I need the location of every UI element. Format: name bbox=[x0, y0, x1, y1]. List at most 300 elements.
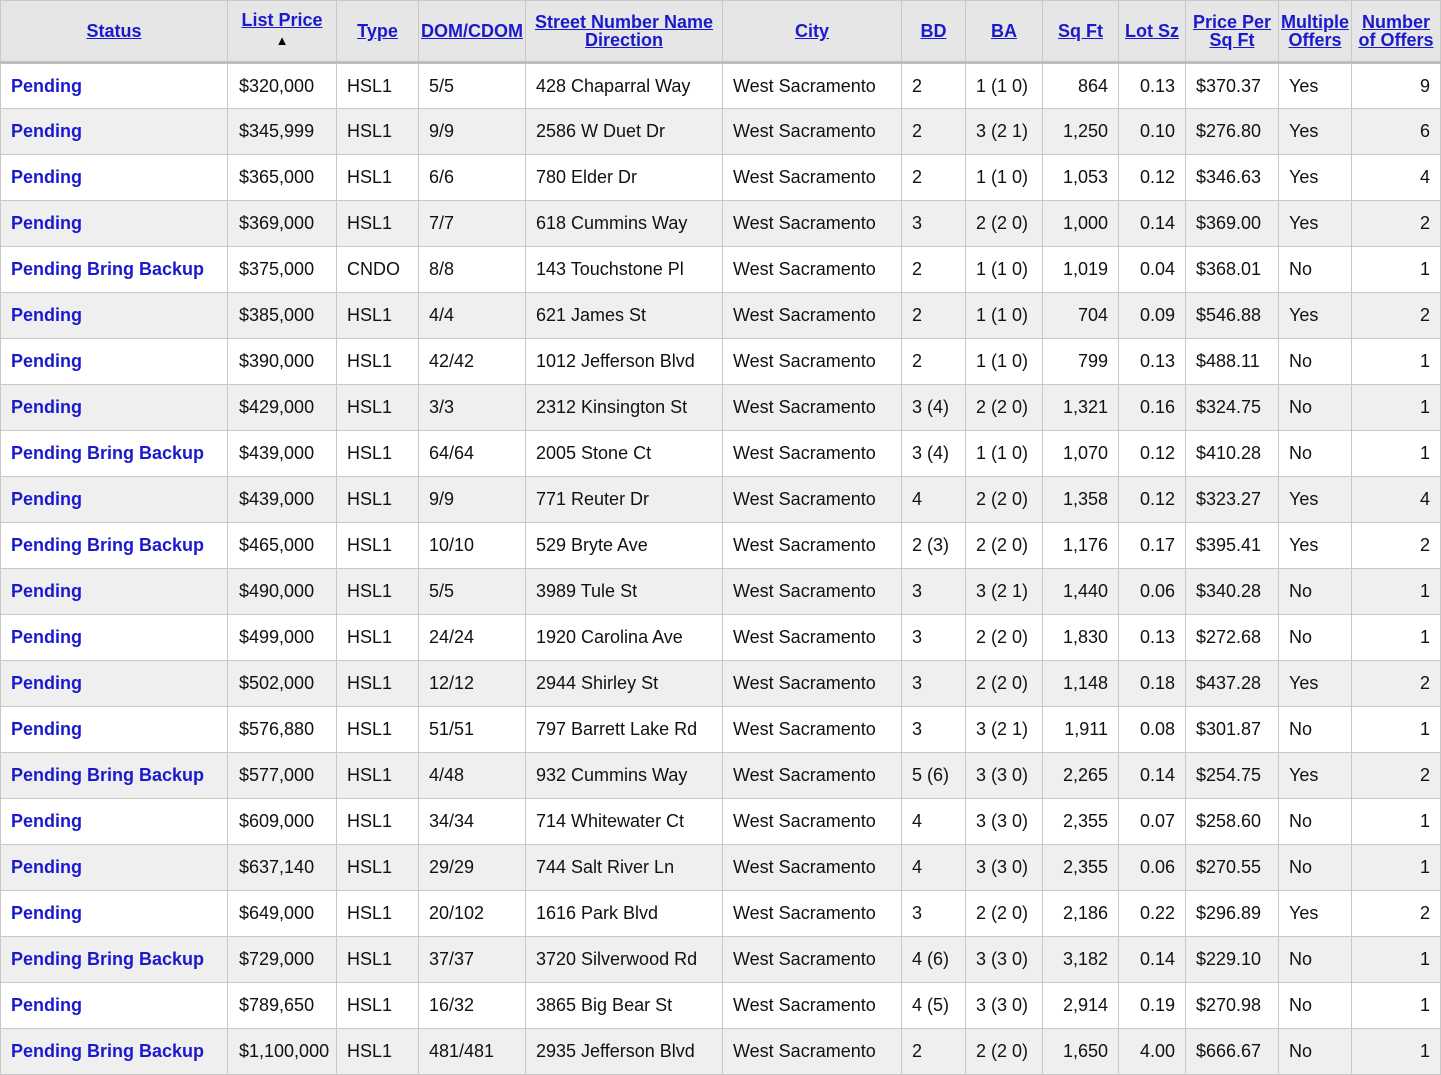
cell-number-of-offers: 2 bbox=[1352, 201, 1441, 247]
header-list-price bbox=[228, 1, 337, 63]
cell-lot-size: 0.14 bbox=[1119, 937, 1186, 983]
cell-number-of-offers: 9 bbox=[1352, 63, 1441, 109]
status-link[interactable]: Pending Bring Backup bbox=[11, 765, 205, 785]
cell-number-of-offers: 2 bbox=[1352, 523, 1441, 569]
cell-lot-size: 0.06 bbox=[1119, 569, 1186, 615]
cell-list-price: $439,000 bbox=[228, 431, 337, 477]
header-dom-cdom bbox=[419, 1, 526, 63]
cell-list-price: $465,000 bbox=[228, 523, 337, 569]
cell-bd: 2 (3) bbox=[902, 523, 966, 569]
cell-type: HSL1 bbox=[337, 109, 419, 155]
cell-ba: 1 (1 0) bbox=[966, 293, 1043, 339]
cell-price-per-sqft: $346.63 bbox=[1186, 155, 1279, 201]
table-row bbox=[1, 385, 1441, 431]
cell-list-price: $439,000 bbox=[228, 477, 337, 523]
cell-city: West Sacramento bbox=[723, 1029, 902, 1075]
cell-sqft: 1,148 bbox=[1043, 661, 1119, 707]
status-link[interactable]: Pending bbox=[11, 75, 82, 96]
cell-price-per-sqft: $395.41 bbox=[1186, 523, 1279, 569]
cell-status bbox=[1, 661, 228, 707]
cell-bd: 3 bbox=[902, 891, 966, 937]
cell-dom-cdom: 24/24 bbox=[419, 615, 526, 661]
cell-dom-cdom: 51/51 bbox=[419, 707, 526, 753]
cell-status bbox=[1, 431, 228, 477]
cell-type: HSL1 bbox=[337, 431, 419, 477]
sort-list-price-link[interactable]: List Price bbox=[241, 10, 323, 30]
cell-list-price: $429,000 bbox=[228, 385, 337, 431]
cell-list-price: $729,000 bbox=[228, 937, 337, 983]
cell-dom-cdom: 16/32 bbox=[419, 983, 526, 1029]
table-row bbox=[1, 983, 1441, 1029]
cell-status bbox=[1, 753, 228, 799]
cell-multiple-offers: No bbox=[1279, 799, 1352, 845]
cell-ba: 3 (3 0) bbox=[966, 937, 1043, 983]
cell-type: CNDO bbox=[337, 247, 419, 293]
sort-status-link[interactable]: Status bbox=[86, 21, 142, 41]
sort-type-link[interactable]: Type bbox=[357, 21, 398, 41]
cell-city: West Sacramento bbox=[723, 983, 902, 1029]
table-row bbox=[1, 615, 1441, 661]
cell-lot-size: 0.14 bbox=[1119, 201, 1186, 247]
cell-sqft: 704 bbox=[1043, 293, 1119, 339]
cell-multiple-offers: Yes bbox=[1279, 523, 1352, 569]
cell-sqft: 2,355 bbox=[1043, 845, 1119, 891]
status-link[interactable]: Pending Bring Backup bbox=[11, 443, 205, 463]
listings-body bbox=[1, 63, 1441, 1075]
cell-multiple-offers: Yes bbox=[1279, 201, 1352, 247]
cell-sqft: 1,070 bbox=[1043, 431, 1119, 477]
cell-ba: 1 (1 0) bbox=[966, 155, 1043, 201]
cell-multiple-offers: Yes bbox=[1279, 63, 1352, 109]
cell-list-price: $576,880 bbox=[228, 707, 337, 753]
cell-bd: 4 (6) bbox=[902, 937, 966, 983]
cell-status bbox=[1, 201, 228, 247]
cell-number-of-offers: 1 bbox=[1352, 569, 1441, 615]
sort-street-link[interactable]: Street Number Name Direction bbox=[534, 12, 714, 50]
cell-street: 797 Barrett Lake Rd bbox=[526, 707, 723, 753]
cell-list-price: $637,140 bbox=[228, 845, 337, 891]
cell-price-per-sqft: $410.28 bbox=[1186, 431, 1279, 477]
cell-status bbox=[1, 477, 228, 523]
cell-type: HSL1 bbox=[337, 615, 419, 661]
cell-lot-size: 0.06 bbox=[1119, 845, 1186, 891]
cell-street: 2944 Shirley St bbox=[526, 661, 723, 707]
cell-street: 714 Whitewater Ct bbox=[526, 799, 723, 845]
table-row bbox=[1, 569, 1441, 615]
cell-sqft: 1,358 bbox=[1043, 477, 1119, 523]
cell-bd: 2 bbox=[902, 339, 966, 385]
cell-price-per-sqft: $368.01 bbox=[1186, 247, 1279, 293]
cell-multiple-offers: No bbox=[1279, 431, 1352, 477]
table-row bbox=[1, 707, 1441, 753]
status-link[interactable]: Pending bbox=[11, 627, 82, 647]
header-price-per-sqft bbox=[1186, 1, 1279, 63]
cell-list-price: $490,000 bbox=[228, 569, 337, 615]
cell-multiple-offers: No bbox=[1279, 339, 1352, 385]
cell-number-of-offers: 2 bbox=[1352, 293, 1441, 339]
status-link[interactable]: Pending Bring Backup bbox=[11, 1041, 205, 1061]
cell-city: West Sacramento bbox=[723, 799, 902, 845]
cell-multiple-offers: No bbox=[1279, 707, 1352, 753]
cell-price-per-sqft: $666.67 bbox=[1186, 1029, 1279, 1075]
cell-ba: 2 (2 0) bbox=[966, 201, 1043, 247]
cell-status bbox=[1, 109, 228, 155]
status-link[interactable]: Pending Bring Backup bbox=[11, 259, 205, 279]
cell-number-of-offers: 2 bbox=[1352, 753, 1441, 799]
cell-dom-cdom: 64/64 bbox=[419, 431, 526, 477]
sort-sqft-link[interactable]: Sq Ft bbox=[1058, 21, 1103, 41]
cell-street: 2312 Kinsington St bbox=[526, 385, 723, 431]
status-link[interactable]: Pending Bring Backup bbox=[11, 949, 205, 969]
cell-list-price: $369,000 bbox=[228, 201, 337, 247]
cell-price-per-sqft: $296.89 bbox=[1186, 891, 1279, 937]
header-row bbox=[1, 1, 1441, 63]
cell-city: West Sacramento bbox=[723, 845, 902, 891]
cell-lot-size: 0.12 bbox=[1119, 477, 1186, 523]
cell-city: West Sacramento bbox=[723, 661, 902, 707]
cell-number-of-offers: 1 bbox=[1352, 1029, 1441, 1075]
cell-city: West Sacramento bbox=[723, 753, 902, 799]
cell-price-per-sqft: $324.75 bbox=[1186, 385, 1279, 431]
cell-ba: 1 (1 0) bbox=[966, 339, 1043, 385]
status-link[interactable]: Pending bbox=[11, 351, 82, 371]
table-row bbox=[1, 891, 1441, 937]
cell-number-of-offers: 1 bbox=[1352, 983, 1441, 1029]
status-link[interactable]: Pending bbox=[11, 167, 82, 187]
cell-street: 2586 W Duet Dr bbox=[526, 109, 723, 155]
cell-list-price: $1,100,000 bbox=[228, 1029, 337, 1075]
cell-price-per-sqft: $258.60 bbox=[1186, 799, 1279, 845]
cell-dom-cdom: 20/102 bbox=[419, 891, 526, 937]
cell-type: HSL1 bbox=[337, 293, 419, 339]
sort-city-link[interactable]: City bbox=[794, 21, 829, 41]
cell-price-per-sqft: $270.98 bbox=[1186, 983, 1279, 1029]
cell-list-price: $502,000 bbox=[228, 661, 337, 707]
cell-list-price: $499,000 bbox=[228, 615, 337, 661]
cell-price-per-sqft: $276.80 bbox=[1186, 109, 1279, 155]
cell-street: 3989 Tule St bbox=[526, 569, 723, 615]
cell-type: HSL1 bbox=[337, 569, 419, 615]
cell-city: West Sacramento bbox=[723, 523, 902, 569]
cell-status bbox=[1, 891, 228, 937]
status-link[interactable]: Pending bbox=[11, 489, 82, 509]
cell-street: 2935 Jefferson Blvd bbox=[526, 1029, 723, 1075]
status-link[interactable]: Pending bbox=[11, 719, 82, 739]
cell-number-of-offers: 1 bbox=[1352, 707, 1441, 753]
cell-sqft: 1,321 bbox=[1043, 385, 1119, 431]
cell-city: West Sacramento bbox=[723, 891, 902, 937]
status-link[interactable]: Pending bbox=[11, 581, 82, 601]
cell-type: HSL1 bbox=[337, 661, 419, 707]
sort-bd-link[interactable]: BD bbox=[920, 21, 947, 41]
cell-lot-size: 0.08 bbox=[1119, 707, 1186, 753]
cell-dom-cdom: 12/12 bbox=[419, 661, 526, 707]
cell-multiple-offers: No bbox=[1279, 1029, 1352, 1075]
cell-lot-size: 0.13 bbox=[1119, 63, 1186, 109]
cell-multiple-offers: Yes bbox=[1279, 293, 1352, 339]
cell-sqft: 799 bbox=[1043, 339, 1119, 385]
cell-bd: 2 bbox=[902, 155, 966, 201]
sort-multiple-offers-link[interactable]: Multiple Offers bbox=[1281, 12, 1349, 50]
cell-price-per-sqft: $370.37 bbox=[1186, 63, 1279, 109]
cell-ba: 3 (2 1) bbox=[966, 109, 1043, 155]
cell-multiple-offers: No bbox=[1279, 385, 1352, 431]
cell-multiple-offers: Yes bbox=[1279, 155, 1352, 201]
cell-bd: 3 bbox=[902, 661, 966, 707]
sort-lot-size-link[interactable]: Lot Sz bbox=[1125, 21, 1179, 41]
header-type bbox=[337, 1, 419, 63]
status-link[interactable]: Pending bbox=[11, 213, 82, 233]
cell-sqft: 1,650 bbox=[1043, 1029, 1119, 1075]
cell-city: West Sacramento bbox=[723, 63, 902, 109]
sort-number-of-offers-link[interactable]: Number of Offers bbox=[1358, 12, 1434, 50]
table-row bbox=[1, 753, 1441, 799]
cell-status bbox=[1, 569, 228, 615]
cell-dom-cdom: 37/37 bbox=[419, 937, 526, 983]
cell-sqft: 2,914 bbox=[1043, 983, 1119, 1029]
cell-city: West Sacramento bbox=[723, 431, 902, 477]
table-row bbox=[1, 937, 1441, 983]
cell-ba: 1 (1 0) bbox=[966, 247, 1043, 293]
cell-ba: 2 (2 0) bbox=[966, 477, 1043, 523]
cell-street: 529 Bryte Ave bbox=[526, 523, 723, 569]
cell-dom-cdom: 4/48 bbox=[419, 753, 526, 799]
cell-lot-size: 0.18 bbox=[1119, 661, 1186, 707]
status-link[interactable]: Pending bbox=[11, 121, 82, 141]
header-street bbox=[526, 1, 723, 63]
table-row bbox=[1, 109, 1441, 155]
cell-bd: 2 bbox=[902, 1029, 966, 1075]
cell-city: West Sacramento bbox=[723, 293, 902, 339]
table-row bbox=[1, 339, 1441, 385]
table-row bbox=[1, 63, 1441, 109]
cell-ba: 2 (2 0) bbox=[966, 615, 1043, 661]
cell-status bbox=[1, 155, 228, 201]
cell-bd: 2 bbox=[902, 247, 966, 293]
cell-lot-size: 0.16 bbox=[1119, 385, 1186, 431]
table-row bbox=[1, 293, 1441, 339]
cell-sqft: 1,019 bbox=[1043, 247, 1119, 293]
header-multiple-offers bbox=[1279, 1, 1352, 63]
cell-status bbox=[1, 707, 228, 753]
cell-dom-cdom: 3/3 bbox=[419, 385, 526, 431]
cell-sqft: 2,186 bbox=[1043, 891, 1119, 937]
header-city bbox=[723, 1, 902, 63]
table-row bbox=[1, 155, 1441, 201]
cell-bd: 4 bbox=[902, 845, 966, 891]
cell-ba: 2 (2 0) bbox=[966, 385, 1043, 431]
cell-number-of-offers: 1 bbox=[1352, 615, 1441, 661]
table-row bbox=[1, 1029, 1441, 1075]
cell-lot-size: 4.00 bbox=[1119, 1029, 1186, 1075]
cell-city: West Sacramento bbox=[723, 247, 902, 293]
cell-bd: 3 bbox=[902, 201, 966, 247]
cell-dom-cdom: 10/10 bbox=[419, 523, 526, 569]
cell-number-of-offers: 1 bbox=[1352, 385, 1441, 431]
cell-street: 1012 Jefferson Blvd bbox=[526, 339, 723, 385]
cell-price-per-sqft: $488.11 bbox=[1186, 339, 1279, 385]
cell-list-price: $390,000 bbox=[228, 339, 337, 385]
cell-sqft: 1,440 bbox=[1043, 569, 1119, 615]
cell-ba: 2 (2 0) bbox=[966, 891, 1043, 937]
cell-street: 771 Reuter Dr bbox=[526, 477, 723, 523]
cell-type: HSL1 bbox=[337, 385, 419, 431]
status-link[interactable]: Pending Bring Backup bbox=[11, 535, 205, 555]
table-row bbox=[1, 845, 1441, 891]
cell-price-per-sqft: $323.27 bbox=[1186, 477, 1279, 523]
cell-street: 744 Salt River Ln bbox=[526, 845, 723, 891]
status-link[interactable]: Pending bbox=[11, 397, 82, 417]
cell-multiple-offers: No bbox=[1279, 615, 1352, 661]
cell-ba: 1 (1 0) bbox=[966, 431, 1043, 477]
cell-number-of-offers: 1 bbox=[1352, 937, 1441, 983]
cell-dom-cdom: 4/4 bbox=[419, 293, 526, 339]
cell-status bbox=[1, 339, 228, 385]
cell-bd: 3 bbox=[902, 569, 966, 615]
cell-dom-cdom: 5/5 bbox=[419, 569, 526, 615]
header-lot-size bbox=[1119, 1, 1186, 63]
cell-lot-size: 0.12 bbox=[1119, 155, 1186, 201]
table-row bbox=[1, 523, 1441, 569]
cell-city: West Sacramento bbox=[723, 615, 902, 661]
cell-type: HSL1 bbox=[337, 155, 419, 201]
cell-bd: 3 (4) bbox=[902, 431, 966, 477]
cell-street: 1920 Carolina Ave bbox=[526, 615, 723, 661]
table-row bbox=[1, 247, 1441, 293]
cell-multiple-offers: Yes bbox=[1279, 109, 1352, 155]
cell-multiple-offers: No bbox=[1279, 937, 1352, 983]
cell-price-per-sqft: $270.55 bbox=[1186, 845, 1279, 891]
cell-dom-cdom: 6/6 bbox=[419, 155, 526, 201]
cell-street: 780 Elder Dr bbox=[526, 155, 723, 201]
cell-type: HSL1 bbox=[337, 753, 419, 799]
cell-bd: 4 (5) bbox=[902, 983, 966, 1029]
cell-street: 143 Touchstone Pl bbox=[526, 247, 723, 293]
cell-list-price: $609,000 bbox=[228, 799, 337, 845]
cell-number-of-offers: 6 bbox=[1352, 109, 1441, 155]
cell-sqft: 3,182 bbox=[1043, 937, 1119, 983]
cell-ba: 3 (3 0) bbox=[966, 845, 1043, 891]
table-row bbox=[1, 661, 1441, 707]
cell-number-of-offers: 4 bbox=[1352, 477, 1441, 523]
cell-multiple-offers: No bbox=[1279, 983, 1352, 1029]
cell-number-of-offers: 2 bbox=[1352, 891, 1441, 937]
cell-lot-size: 0.04 bbox=[1119, 247, 1186, 293]
cell-sqft: 2,265 bbox=[1043, 753, 1119, 799]
cell-sqft: 1,250 bbox=[1043, 109, 1119, 155]
cell-dom-cdom: 5/5 bbox=[419, 63, 526, 109]
cell-status bbox=[1, 937, 228, 983]
cell-street: 3720 Silverwood Rd bbox=[526, 937, 723, 983]
cell-dom-cdom: 481/481 bbox=[419, 1029, 526, 1075]
status-link[interactable]: Pending bbox=[11, 857, 82, 877]
status-link[interactable]: Pending bbox=[11, 673, 82, 693]
table-row bbox=[1, 799, 1441, 845]
cell-lot-size: 0.14 bbox=[1119, 753, 1186, 799]
cell-number-of-offers: 1 bbox=[1352, 247, 1441, 293]
cell-street: 932 Cummins Way bbox=[526, 753, 723, 799]
cell-type: HSL1 bbox=[337, 845, 419, 891]
status-link[interactable]: Pending bbox=[11, 995, 82, 1015]
cell-number-of-offers: 1 bbox=[1352, 339, 1441, 385]
cell-ba: 2 (2 0) bbox=[966, 661, 1043, 707]
cell-city: West Sacramento bbox=[723, 569, 902, 615]
table-row bbox=[1, 477, 1441, 523]
cell-ba: 3 (3 0) bbox=[966, 983, 1043, 1029]
cell-lot-size: 0.07 bbox=[1119, 799, 1186, 845]
sort-dom-cdom-link[interactable]: DOM/CDOM bbox=[421, 21, 523, 41]
cell-street: 3865 Big Bear St bbox=[526, 983, 723, 1029]
cell-multiple-offers: Yes bbox=[1279, 477, 1352, 523]
cell-number-of-offers: 2 bbox=[1352, 661, 1441, 707]
cell-dom-cdom: 29/29 bbox=[419, 845, 526, 891]
header-number-of-offers bbox=[1352, 1, 1441, 63]
cell-bd: 5 (6) bbox=[902, 753, 966, 799]
cell-lot-size: 0.13 bbox=[1119, 615, 1186, 661]
cell-lot-size: 0.22 bbox=[1119, 891, 1186, 937]
cell-list-price: $649,000 bbox=[228, 891, 337, 937]
cell-ba: 1 (1 0) bbox=[966, 63, 1043, 109]
cell-list-price: $375,000 bbox=[228, 247, 337, 293]
status-link[interactable]: Pending bbox=[11, 811, 82, 831]
cell-sqft: 1,053 bbox=[1043, 155, 1119, 201]
cell-type: HSL1 bbox=[337, 707, 419, 753]
cell-bd: 2 bbox=[902, 109, 966, 155]
cell-type: HSL1 bbox=[337, 523, 419, 569]
cell-lot-size: 0.17 bbox=[1119, 523, 1186, 569]
cell-list-price: $385,000 bbox=[228, 293, 337, 339]
cell-list-price: $577,000 bbox=[228, 753, 337, 799]
cell-dom-cdom: 9/9 bbox=[419, 109, 526, 155]
cell-type: HSL1 bbox=[337, 891, 419, 937]
status-link[interactable]: Pending bbox=[11, 903, 82, 923]
cell-bd: 2 bbox=[902, 293, 966, 339]
cell-bd: 3 (4) bbox=[902, 385, 966, 431]
cell-status bbox=[1, 1029, 228, 1075]
cell-bd: 4 bbox=[902, 799, 966, 845]
cell-price-per-sqft: $301.87 bbox=[1186, 707, 1279, 753]
cell-type: HSL1 bbox=[337, 1029, 419, 1075]
cell-price-per-sqft: $437.28 bbox=[1186, 661, 1279, 707]
cell-type: HSL1 bbox=[337, 477, 419, 523]
cell-number-of-offers: 1 bbox=[1352, 431, 1441, 477]
cell-lot-size: 0.09 bbox=[1119, 293, 1186, 339]
sort-ascending-icon[interactable]: ▲ bbox=[275, 33, 289, 48]
cell-status bbox=[1, 983, 228, 1029]
cell-ba: 3 (3 0) bbox=[966, 753, 1043, 799]
cell-lot-size: 0.12 bbox=[1119, 431, 1186, 477]
cell-list-price: $365,000 bbox=[228, 155, 337, 201]
cell-sqft: 1,000 bbox=[1043, 201, 1119, 247]
cell-lot-size: 0.10 bbox=[1119, 109, 1186, 155]
cell-number-of-offers: 1 bbox=[1352, 845, 1441, 891]
sort-ba-link[interactable]: BA bbox=[991, 21, 1017, 41]
cell-price-per-sqft: $229.10 bbox=[1186, 937, 1279, 983]
sort-price-per-sqft-link[interactable]: Price Per Sq Ft bbox=[1192, 12, 1272, 50]
cell-price-per-sqft: $369.00 bbox=[1186, 201, 1279, 247]
cell-multiple-offers: No bbox=[1279, 247, 1352, 293]
cell-sqft: 1,911 bbox=[1043, 707, 1119, 753]
cell-list-price: $320,000 bbox=[228, 63, 337, 109]
cell-multiple-offers: Yes bbox=[1279, 661, 1352, 707]
cell-number-of-offers: 4 bbox=[1352, 155, 1441, 201]
status-link[interactable]: Pending bbox=[11, 305, 82, 325]
cell-list-price: $789,650 bbox=[228, 983, 337, 1029]
cell-status bbox=[1, 615, 228, 661]
cell-sqft: 1,830 bbox=[1043, 615, 1119, 661]
cell-sqft: 864 bbox=[1043, 63, 1119, 109]
cell-price-per-sqft: $546.88 bbox=[1186, 293, 1279, 339]
